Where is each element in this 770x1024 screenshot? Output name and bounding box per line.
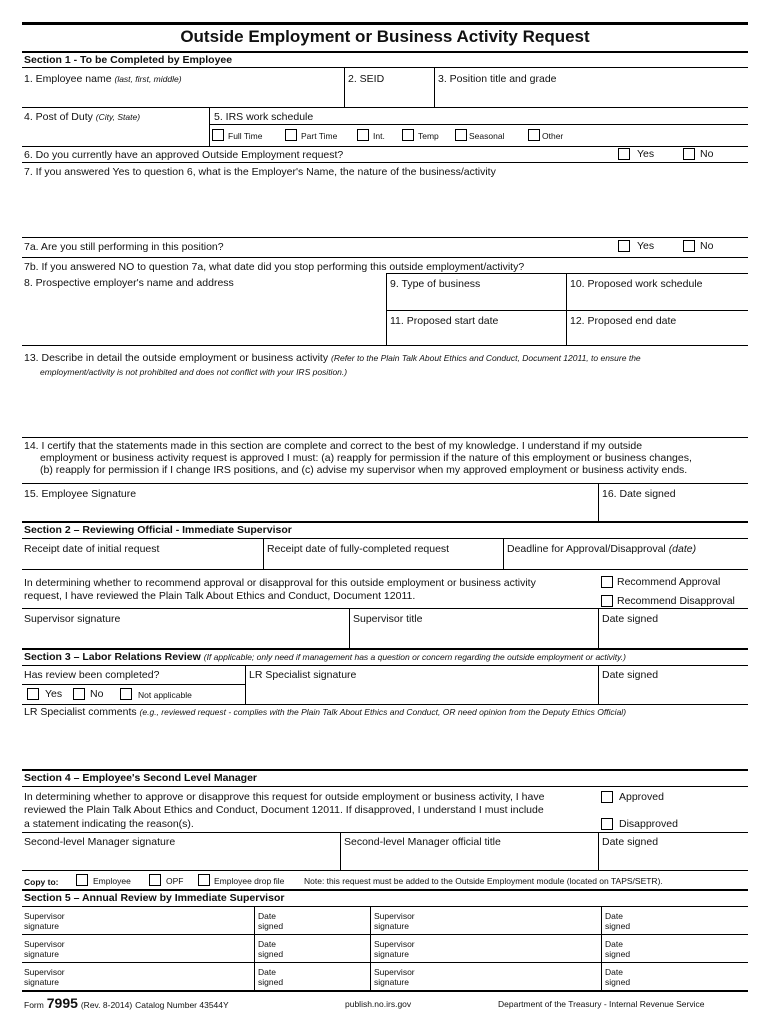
q14-line-1: 14. I certify that the statements made in this section are complete and correct to the best of my knowledge. I understand if my outside: [24, 440, 643, 452]
annual-date-field-2[interactable]: [640, 908, 746, 932]
employee-date-signed-field[interactable]: [600, 501, 746, 519]
other-label: Other: [542, 131, 564, 141]
s4-determine-line-1: In determining whether to approve or disapprove this request for outside employment or business activity, I have: [24, 791, 545, 803]
lr-signature-label: LR Specialist signature: [249, 669, 357, 681]
annual-sup-sig-field-2[interactable]: [430, 908, 599, 932]
section-5-heading: Section 5 – Annual Review by Immediate Supervisor: [24, 892, 285, 904]
annual-date-field-1[interactable]: [292, 908, 368, 932]
employee-name-label: 1. Employee name (last, first, middle): [24, 73, 182, 85]
lr-comments-field[interactable]: [24, 720, 746, 766]
annual-sup-sig-field-6[interactable]: [430, 964, 599, 988]
q6-no-checkbox[interactable]: [683, 148, 695, 160]
section-4-heading: Section 4 – Employee's Second Level Manager: [24, 772, 257, 784]
q6-no-label: No: [700, 148, 714, 160]
q7a-no-label: No: [700, 240, 714, 252]
q11-label: 11. Proposed start date: [390, 315, 499, 327]
manager-signature-field[interactable]: [24, 850, 338, 868]
temp-checkbox[interactable]: [402, 129, 414, 141]
s2-date-signed-label: Date signed: [602, 613, 659, 625]
intermittent-checkbox[interactable]: [357, 129, 369, 141]
copy-opf-label: OPF: [166, 876, 184, 886]
annual-date-field-3[interactable]: [292, 936, 368, 960]
lr-comments-label: LR Specialist comments (e.g., reviewed request - complies with the Plain Talk About Ethics and Conduct, OR need opinion from the Deputy Ethics Official): [24, 706, 627, 718]
q13-field[interactable]: [24, 380, 746, 434]
s2-date-signed-field[interactable]: [600, 627, 746, 646]
q6-yes-label: Yes: [637, 148, 655, 160]
section-3-heading: Section 3 – Labor Relations Review (If applicable; only need if management has a question or concern regarding the outside employment or activity.): [24, 651, 626, 663]
disapproved-label: Disapproved: [619, 818, 678, 830]
manager-signature-label: Second-level Manager signature: [24, 836, 176, 848]
deadline-label: Deadline for Approval/Disapproval (date): [507, 543, 697, 555]
q8-field[interactable]: [24, 290, 384, 342]
annual-sup-sig-label-3: Supervisor signature: [24, 939, 65, 959]
top-rule: [22, 22, 748, 25]
supervisor-signature-field[interactable]: [24, 627, 346, 646]
q9-label: 9. Type of business: [390, 278, 481, 290]
q7b-label: 7b. If you answered NO to question 7a, what date did you stop performing this outside employment/activity?: [24, 261, 525, 273]
annual-sup-sig-field-5[interactable]: [80, 964, 252, 988]
seasonal-checkbox[interactable]: [455, 129, 467, 141]
recommend-disapproval-label: Recommend Disapproval: [617, 595, 735, 607]
annual-date-label-3: Date signed: [258, 939, 284, 959]
s3-date-signed-field[interactable]: [600, 682, 746, 702]
q10-label: 10. Proposed work schedule: [570, 278, 703, 290]
review-completed-label: Has review been completed?: [24, 669, 160, 681]
position-title-label: 3. Position title and grade: [438, 73, 557, 85]
full-time-checkbox[interactable]: [212, 129, 224, 141]
approved-checkbox[interactable]: [601, 791, 613, 803]
other-checkbox[interactable]: [528, 129, 540, 141]
work-schedule-label: 5. IRS work schedule: [214, 111, 314, 123]
s3-date-signed-label: Date signed: [602, 669, 659, 681]
annual-date-label-6: Date signed: [605, 967, 631, 987]
copy-drop-file-checkbox[interactable]: [198, 874, 210, 886]
review-na-label: Not applicable: [138, 690, 192, 700]
q12-field[interactable]: [568, 328, 746, 343]
section-1-heading: Section 1 - To be Completed by Employee: [24, 54, 233, 66]
page-title: Outside Employment or Business Activity Request: [180, 27, 590, 46]
annual-date-field-6[interactable]: [640, 964, 746, 988]
employee-name-field[interactable]: [24, 86, 342, 104]
q7a-no-checkbox[interactable]: [683, 240, 695, 252]
q14-line-2: employment or business activity request is approved I must: (a) reapply for permission if the nature of this employment or business changes,: [40, 452, 692, 464]
recommend-approval-label: Recommend Approval: [617, 576, 721, 588]
receipt-initial-label: Receipt date of initial request: [24, 543, 160, 555]
supervisor-signature-label: Supervisor signature: [24, 613, 121, 625]
q15-label: 15. Employee Signature: [24, 488, 137, 500]
annual-sup-sig-field-1[interactable]: [80, 908, 252, 932]
department-name: Department of the Treasury - Internal Revenue Service: [498, 999, 705, 1009]
review-na-checkbox[interactable]: [120, 688, 132, 700]
deadline-field[interactable]: [506, 556, 746, 568]
section-2-heading: Section 2 – Reviewing Official - Immediate Supervisor: [24, 524, 292, 536]
annual-sup-sig-label-4: Supervisor signature: [374, 939, 415, 959]
annual-date-label-1: Date signed: [258, 911, 284, 931]
q16-label: 16. Date signed: [602, 488, 676, 500]
q7-label: 7. If you answered Yes to question 6, what is the Employer's Name, the nature of the business/activity: [24, 166, 496, 178]
copy-drop-file-label: Employee drop file: [214, 876, 285, 886]
receipt-full-label: Receipt date of fully-completed request: [267, 543, 450, 555]
annual-sup-sig-label-1: Supervisor signature: [24, 911, 65, 931]
full-time-label: Full Time: [228, 131, 263, 141]
manager-title-label: Second-level Manager official title: [344, 836, 501, 848]
part-time-label: Part Time: [301, 131, 338, 141]
annual-sup-sig-label-2: Supervisor signature: [374, 911, 415, 931]
review-no-checkbox[interactable]: [73, 688, 85, 700]
publish-site: publish.no.irs.gov: [345, 999, 412, 1009]
recommend-disapproval-checkbox[interactable]: [601, 595, 613, 607]
q7a-yes-label: Yes: [637, 240, 655, 252]
annual-date-label-5: Date signed: [258, 967, 284, 987]
annual-date-label-2: Date signed: [605, 911, 631, 931]
q7a-yes-checkbox[interactable]: [618, 240, 630, 252]
review-no-label: No: [90, 688, 104, 700]
supervisor-title-field[interactable]: [352, 627, 596, 646]
q10-field[interactable]: [568, 291, 746, 309]
q12-label: 12. Proposed end date: [570, 315, 677, 327]
s4-determine-line-3: a statement indicating the reason(s).: [24, 818, 194, 830]
s2-determine-line-1: In determining whether to recommend approval or disapproval for this outside employment or business activity: [24, 577, 536, 589]
review-yes-checkbox[interactable]: [27, 688, 39, 700]
taps-note: Note: this request must be added to the Outside Employment module (located on TAPS/SETR).: [304, 876, 663, 886]
position-title-field[interactable]: [436, 86, 746, 104]
q14-line-3: (b) reapply for permission if I change IRS positions, and (c) advise my supervisor when my approved employment or business activity ends.: [40, 464, 688, 476]
part-time-checkbox[interactable]: [285, 129, 297, 141]
annual-date-field-5[interactable]: [292, 964, 368, 988]
annual-date-field-4[interactable]: [640, 936, 746, 960]
post-of-duty-label: 4. Post of Duty (City, State): [24, 111, 141, 123]
copy-employee-checkbox[interactable]: [76, 874, 88, 886]
q11-field[interactable]: [388, 328, 564, 343]
annual-sup-sig-label-5: Supervisor signature: [24, 967, 65, 987]
form-number: Form 7995 (Rev. 8-2014) Catalog Number 43544Y: [24, 995, 229, 1011]
copy-opf-checkbox[interactable]: [149, 874, 161, 886]
q13-label: 13. Describe in detail the outside employment or business activity (Refer to the Plain Talk About Ethics and Conduct, Document 12011, to ensure the: [24, 352, 641, 364]
annual-date-label-4: Date signed: [605, 939, 631, 959]
s2-determine-line-2: request, I have reviewed the Plain Talk About Ethics and Conduct, Document 12011.: [24, 590, 416, 602]
approved-label: Approved: [619, 791, 664, 803]
post-of-duty-field[interactable]: [24, 124, 206, 144]
s4-date-signed-label: Date signed: [602, 836, 659, 848]
q13-hint: employment/activity is not prohibited and does not conflict with your IRS position.): [40, 367, 348, 377]
q7-field[interactable]: [24, 180, 746, 234]
review-yes-label: Yes: [45, 688, 63, 700]
disapproved-checkbox[interactable]: [601, 818, 613, 830]
receipt-full-field[interactable]: [266, 556, 500, 568]
intermittent-label: Int.: [373, 131, 385, 141]
employee-signature-field[interactable]: [24, 501, 596, 519]
annual-sup-sig-field-4[interactable]: [430, 936, 599, 960]
title-rule: [22, 51, 748, 53]
s4-date-signed-field[interactable]: [600, 850, 746, 868]
q9-field[interactable]: [388, 291, 564, 309]
lr-signature-field[interactable]: [248, 682, 596, 702]
q7a-label: 7a. Are you still performing in this position?: [24, 241, 224, 253]
copy-employee-label: Employee: [93, 876, 131, 886]
s4-determine-line-2: reviewed the Plain Talk About Ethics and Conduct, Document 12011. If disapproved, I understand I must include: [24, 804, 544, 816]
copy-to-label: Copy to:: [24, 877, 59, 887]
temp-label: Temp: [418, 131, 439, 141]
q6-yes-checkbox[interactable]: [618, 148, 630, 160]
manager-title-field[interactable]: [343, 850, 596, 868]
annual-sup-sig-field-3[interactable]: [80, 936, 252, 960]
recommend-approval-checkbox[interactable]: [601, 576, 613, 588]
seid-field[interactable]: [346, 86, 432, 104]
q8-label: 8. Prospective employer's name and address: [24, 277, 234, 289]
seasonal-label: Seasonal: [469, 131, 505, 141]
annual-sup-sig-label-6: Supervisor signature: [374, 967, 415, 987]
receipt-initial-field[interactable]: [24, 556, 260, 568]
q6-label: 6. Do you currently have an approved Outside Employment request?: [24, 149, 344, 161]
seid-label: 2. SEID: [348, 73, 385, 85]
supervisor-title-label: Supervisor title: [353, 613, 423, 625]
